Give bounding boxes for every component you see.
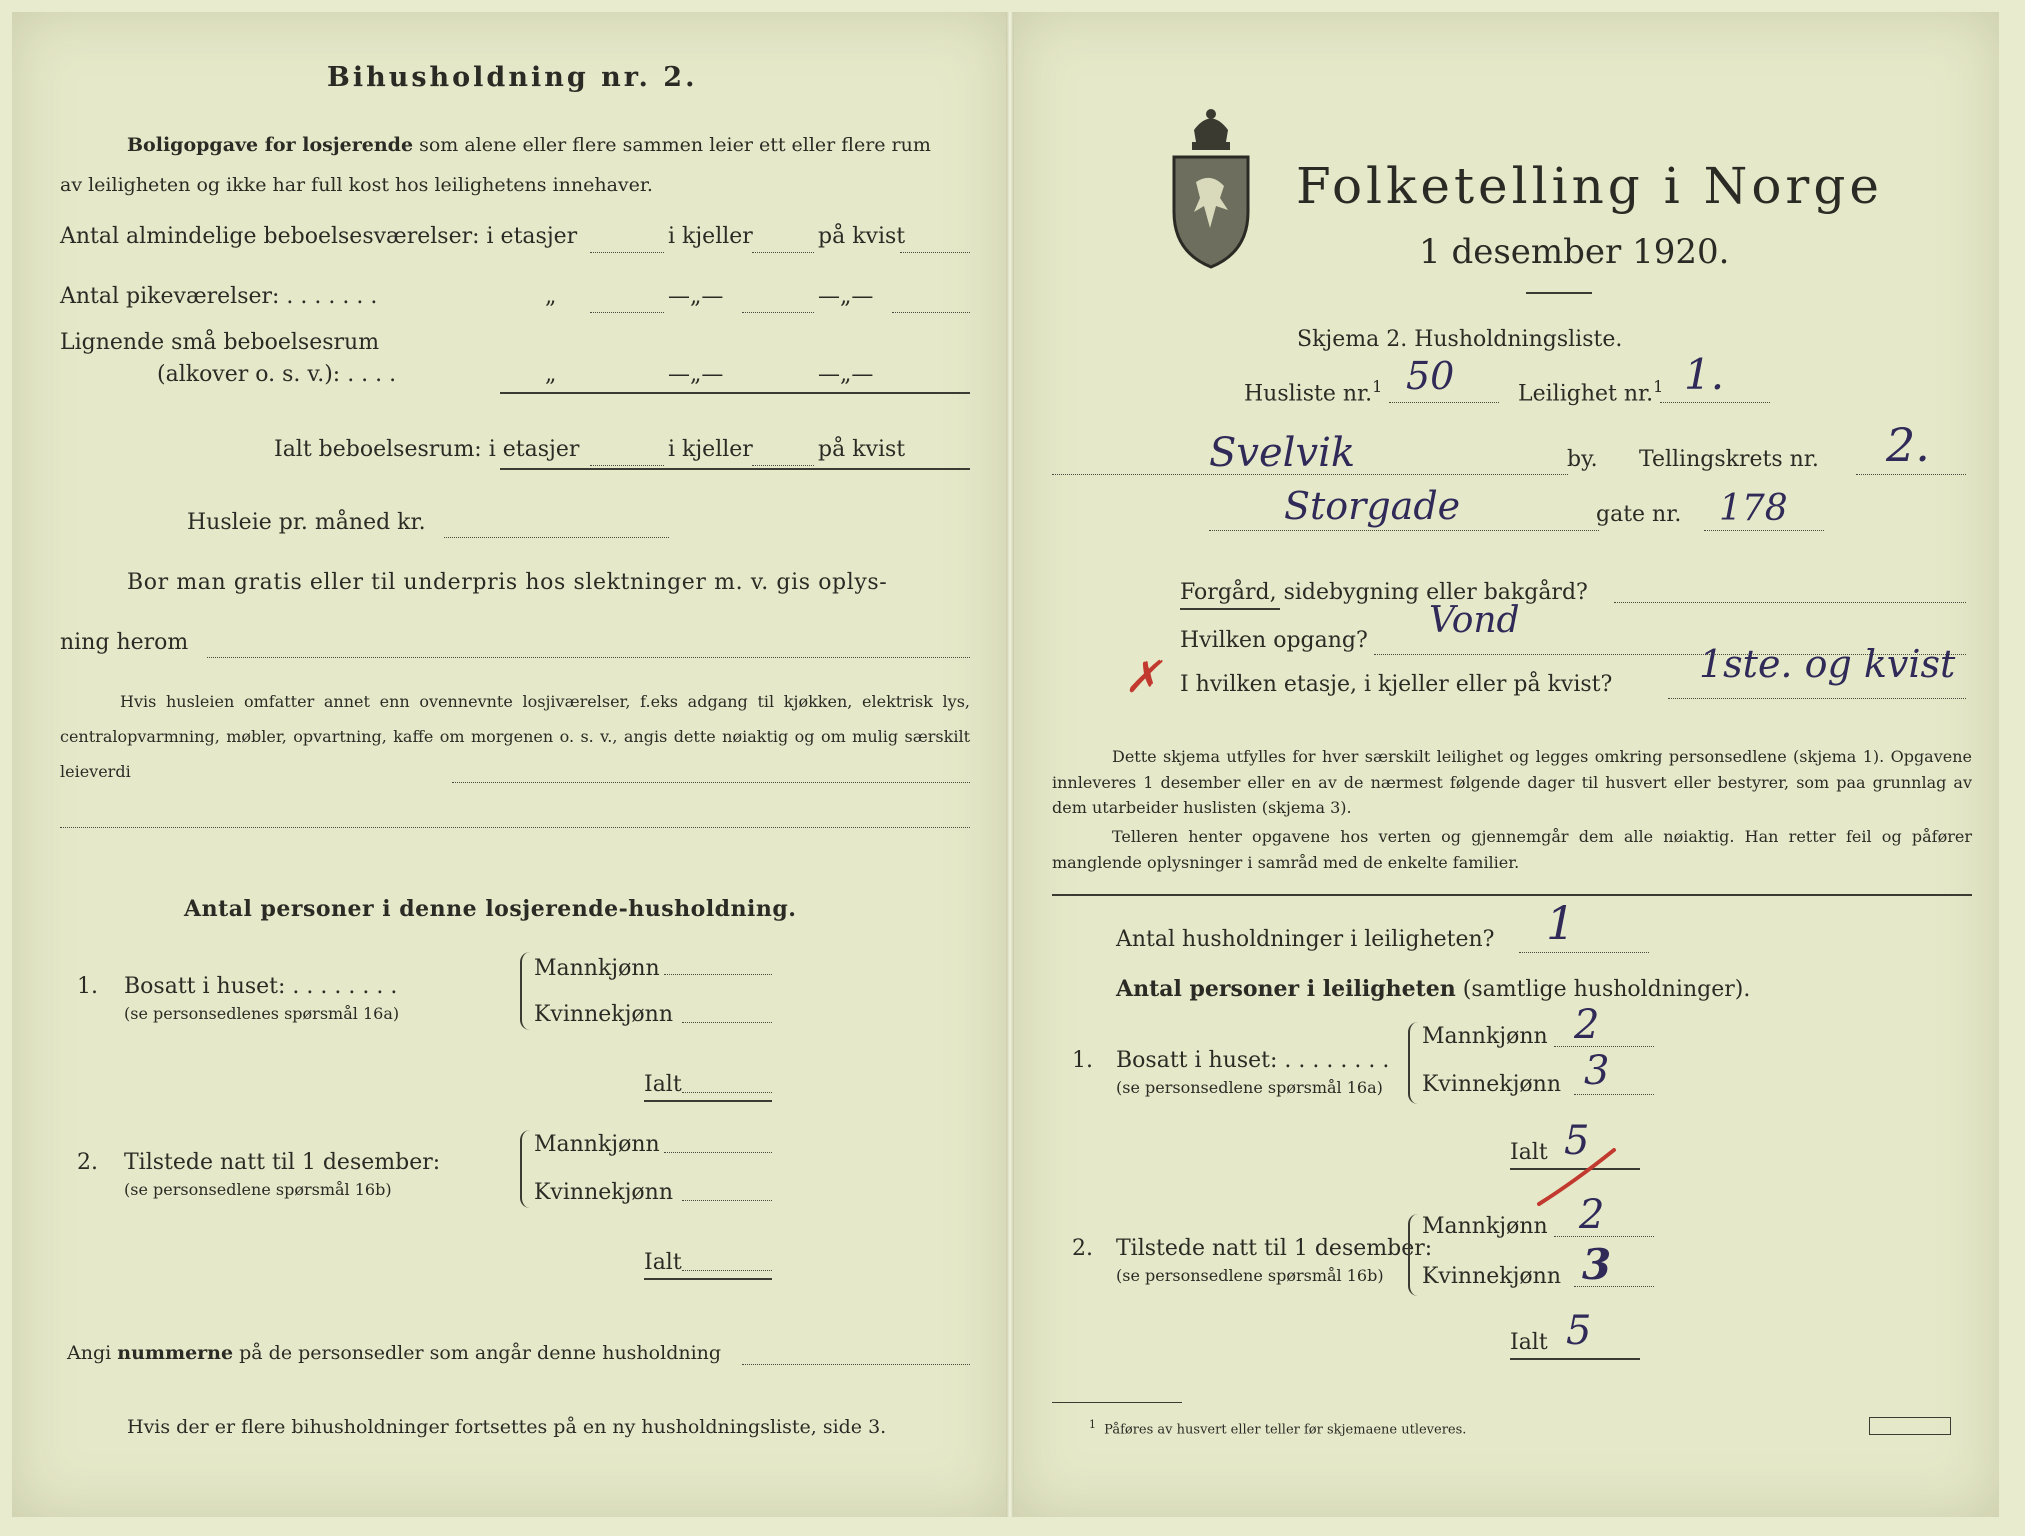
schema-label: Skjema 2. Husholdningsliste. xyxy=(1297,327,1623,352)
leieverdi-field-2[interactable] xyxy=(60,827,970,828)
opgang-value: Vond xyxy=(1429,600,1520,641)
small-rooms-label-1: Lignende små beboelsesrum xyxy=(60,330,380,355)
hvis-paragraph: Hvis husleien omfatter annet enn ovennevnte losjiværelser, f.eks adgang til kjøkken, elektrisk lys, centralopvarmning, møbler, opvartning, kaffe om morgenen o. s. v., angis dette nøiaktig og om mulig særskilt leieverdi xyxy=(60,692,970,782)
forgard-field[interactable] xyxy=(1614,602,1966,603)
ialt-kjeller-field[interactable] xyxy=(752,465,814,466)
footnote-mark: 1 xyxy=(1089,1418,1096,1431)
left-q1-sub: (se personsedlenes spørsmål 16a) xyxy=(124,1004,400,1023)
left-q1-kvinne-label: Kvinnekjønn xyxy=(534,1002,673,1027)
gate-nr-value: 178 xyxy=(1719,488,1788,529)
left-q2-num: 2. xyxy=(77,1150,98,1175)
ialt-kjeller-label: i kjeller xyxy=(668,437,753,462)
right-q1-kvinne-field[interactable] xyxy=(1574,1094,1654,1095)
right-q2-brace xyxy=(1408,1214,1418,1296)
right-q1-num: 1. xyxy=(1072,1048,1093,1073)
intro-line-1 xyxy=(127,134,931,156)
left-q2-mann-field[interactable] xyxy=(664,1152,772,1153)
leilighet-label xyxy=(1518,377,1663,406)
husliste-footnote-mark: 1 xyxy=(1372,377,1383,396)
persons-heading xyxy=(1116,976,1750,1002)
right-q2-sub: (se personsedlene spørsmål 16b) xyxy=(1116,1266,1384,1285)
husliste-text: Husliste nr. xyxy=(1244,381,1373,407)
pike-ditto-2: —„— xyxy=(668,284,724,309)
angi-field[interactable] xyxy=(742,1364,970,1365)
rooms-kvist-field[interactable] xyxy=(900,252,970,253)
pike-ditto-3: —„— xyxy=(818,284,874,309)
right-q1-ialt-label: Ialt xyxy=(1510,1140,1548,1165)
instructions-paragraph-1: Dette skjema utfylles for hver særskilt leilighet og legges omkring personsedlene (skjema 1). Opgavene innleveres 1 desember eller en av de nærmest følgende dager til husvert eller bestyrer, som paa grunnlag av dem utarbeider huslisten (skjema 3). xyxy=(1052,747,1972,818)
title-rule xyxy=(1526,292,1592,294)
ialt-rooms-label: Ialt beboelsesrum: i etasjer xyxy=(274,437,580,462)
pike-etasjer-field[interactable] xyxy=(590,312,664,313)
right-q1-mann-value: 2 xyxy=(1574,1002,1600,1048)
bor-field[interactable] xyxy=(207,657,970,658)
rooms-kjeller-label: i kjeller xyxy=(668,224,753,249)
left-q2-label: Tilstede natt til 1 desember: xyxy=(124,1150,441,1175)
by-value: Svelvik xyxy=(1209,430,1356,476)
bihusholdning-title: Bihusholdning nr. 2. xyxy=(327,62,698,93)
hush-label: Antal husholdninger i leiligheten? xyxy=(1116,927,1495,952)
gate-field[interactable] xyxy=(1209,530,1599,531)
losjerende-persons-heading: Antal personer i denne losjerende-husholdning. xyxy=(184,896,797,922)
left-q2-kvinne-label: Kvinnekjønn xyxy=(534,1180,673,1205)
right-q1-mann-label: Mannkjønn xyxy=(1422,1024,1548,1049)
bor-line-2: ning herom xyxy=(60,630,189,655)
left-q1-mann-label: Mannkjønn xyxy=(534,956,660,981)
intro-line-2: av leiligheten og ikke har full kost hos leilighetens innehaver. xyxy=(60,174,653,196)
footnote-text: Påføres av husvert eller teller før skjemaene utleveres. xyxy=(1104,1422,1467,1438)
left-q2-brace xyxy=(520,1130,530,1208)
right-q2-kvinne-value: 3 xyxy=(1582,1240,1612,1289)
left-q1-ialt-field[interactable] xyxy=(682,1092,772,1093)
instructions-paragraph-2: Telleren henter opgavene hos verten og gjennemgår dem alle nøiaktig. Han retter feil og påfører manglende oplysninger i samråd med de enkelte familier. xyxy=(1052,827,1972,872)
left-footer: Hvis der er flere bihusholdninger fortsettes på en ny husholdningsliste, side 3. xyxy=(127,1416,887,1438)
small-ditto-3: —„— xyxy=(818,362,874,387)
intro-bold: Boligopgave for losjerende xyxy=(127,134,414,156)
hush-field[interactable] xyxy=(1519,952,1649,953)
angi-line xyxy=(67,1342,721,1364)
right-q1-kvinne-label: Kvinnekjønn xyxy=(1422,1072,1561,1097)
right-q2-ialt-label: Ialt xyxy=(1510,1330,1548,1355)
pike-kjeller-field[interactable] xyxy=(742,312,814,313)
small-ditto-1: „ xyxy=(545,362,557,387)
husliste-field[interactable] xyxy=(1389,402,1499,403)
hush-value: 1 xyxy=(1546,896,1576,950)
left-q1-mann-field[interactable] xyxy=(664,974,772,975)
bor-line-1: Bor man gratis eller til underpris hos slektninger m. v. gis oplys- xyxy=(127,570,888,595)
leilighet-value: 1. xyxy=(1684,350,1725,399)
right-q1-label: Bosatt i huset: . . . . . . . . xyxy=(1116,1048,1390,1073)
intro-rest: som alene eller flere sammen leier ett eller flere rum xyxy=(413,134,931,156)
left-q2-ialt-field[interactable] xyxy=(682,1270,772,1271)
leilighet-text: Leilighet nr. xyxy=(1518,381,1654,407)
rooms-row-label: Antal almindelige beboelsesværelser: i etasjer xyxy=(60,224,578,249)
ialt-kvist-label: på kvist xyxy=(818,437,906,462)
pike-ditto-1: „ xyxy=(545,284,557,309)
by-label: by. xyxy=(1567,447,1598,472)
right-q1-sub: (se personsedlene spørsmål 16a) xyxy=(1116,1078,1383,1097)
forgard-underline xyxy=(1180,608,1280,610)
right-q1-ialt-value: 5 xyxy=(1564,1118,1590,1164)
right-q2-ialt-value: 5 xyxy=(1566,1308,1592,1354)
left-q2-sub: (se personsedlene spørsmål 16b) xyxy=(124,1180,392,1199)
left-q1-brace xyxy=(520,952,530,1030)
small-rooms-underline xyxy=(500,392,970,394)
husleie-label: Husleie pr. måned kr. xyxy=(187,510,426,535)
etasje-label: I hvilken etasje, i kjeller eller på kvist? xyxy=(1180,672,1613,697)
left-q1-kvinne-field[interactable] xyxy=(682,1022,772,1023)
husleie-field[interactable] xyxy=(444,537,669,538)
leilighet-field[interactable] xyxy=(1660,402,1770,403)
gate-nr-field[interactable] xyxy=(1704,530,1824,531)
right-q2-ialt-underline xyxy=(1510,1358,1640,1360)
leilighet-footnote-mark: 1 xyxy=(1653,377,1664,396)
rooms-etasjer-field[interactable] xyxy=(590,252,664,253)
forgard-label: Forgård, sidebygning eller bakgård? xyxy=(1180,580,1588,605)
right-q2-num: 2. xyxy=(1072,1236,1093,1261)
census-date: 1 desember 1920. xyxy=(1419,232,1730,272)
husliste-label xyxy=(1244,377,1382,406)
angi-pre: Angi xyxy=(67,1342,118,1364)
etasje-field[interactable] xyxy=(1668,698,1966,699)
right-q2-kvinne-label: Kvinnekjønn xyxy=(1422,1264,1561,1289)
left-q1-ialt-underline xyxy=(644,1100,772,1102)
left-q1-num: 1. xyxy=(77,974,98,999)
persons-heading-bold: Antal personer i leiligheten xyxy=(1116,976,1456,1002)
angi-bold: nummerne xyxy=(117,1342,234,1364)
folketelling-title: Folketelling i Norge xyxy=(1296,157,1883,215)
left-q1-ialt-label: Ialt xyxy=(644,1072,682,1097)
right-q1-mann-field[interactable] xyxy=(1554,1046,1654,1047)
red-pencil-mark: ✗ xyxy=(1124,652,1161,703)
rooms-kvist-label: på kvist xyxy=(818,224,906,249)
pike-row-label: Antal pikeværelser: . . . . . . . xyxy=(60,284,378,309)
krets-value: 2. xyxy=(1886,418,1930,472)
gate-label: gate nr. xyxy=(1596,502,1682,527)
right-page xyxy=(1014,12,1999,1517)
small-ditto-2: —„— xyxy=(668,362,724,387)
opgang-label: Hvilken opgang? xyxy=(1180,628,1368,653)
husliste-value: 50 xyxy=(1406,354,1455,398)
krets-label: Tellingskrets nr. xyxy=(1639,447,1819,472)
leieverdi-field[interactable] xyxy=(452,782,970,783)
footnote-rule xyxy=(1052,1402,1182,1403)
left-q2-mann-label: Mannkjønn xyxy=(534,1132,660,1157)
right-q1-kvinne-value: 3 xyxy=(1584,1048,1610,1094)
krets-field[interactable] xyxy=(1856,474,1966,475)
footnote xyxy=(1089,1418,1466,1437)
left-q1-label: Bosatt i huset: . . . . . . . . xyxy=(124,974,398,999)
right-q1-brace xyxy=(1408,1022,1418,1104)
left-page xyxy=(12,12,1006,1517)
gate-value: Storgade xyxy=(1284,484,1461,528)
small-rooms-label-2: (alkover o. s. v.): . . . . xyxy=(157,362,397,387)
right-q2-mann-value: 2 xyxy=(1579,1192,1605,1238)
page-fold xyxy=(1006,12,1014,1517)
left-q2-ialt-label: Ialt xyxy=(644,1250,682,1275)
instructions-rule xyxy=(1052,894,1972,896)
norwegian-coat-of-arms-icon xyxy=(1166,102,1256,272)
persons-heading-rest: (samtlige husholdninger). xyxy=(1455,977,1751,1002)
ialt-rooms-underline xyxy=(500,468,970,470)
rooms-kjeller-field[interactable] xyxy=(752,252,814,253)
ialt-etasjer-field[interactable] xyxy=(590,465,664,466)
left-q2-kvinne-field[interactable] xyxy=(682,1200,772,1201)
right-q2-label: Tilstede natt til 1 desember: xyxy=(1116,1236,1433,1261)
etasje-value: 1ste. og kvist xyxy=(1699,642,1956,686)
angi-post: på de personsedler som angår denne husholdning xyxy=(233,1342,722,1364)
right-q2-mann-label: Mannkjønn xyxy=(1422,1214,1548,1239)
left-q2-ialt-underline xyxy=(644,1278,772,1280)
printer-stamp xyxy=(1869,1417,1951,1435)
pike-kvist-field[interactable] xyxy=(892,312,970,313)
